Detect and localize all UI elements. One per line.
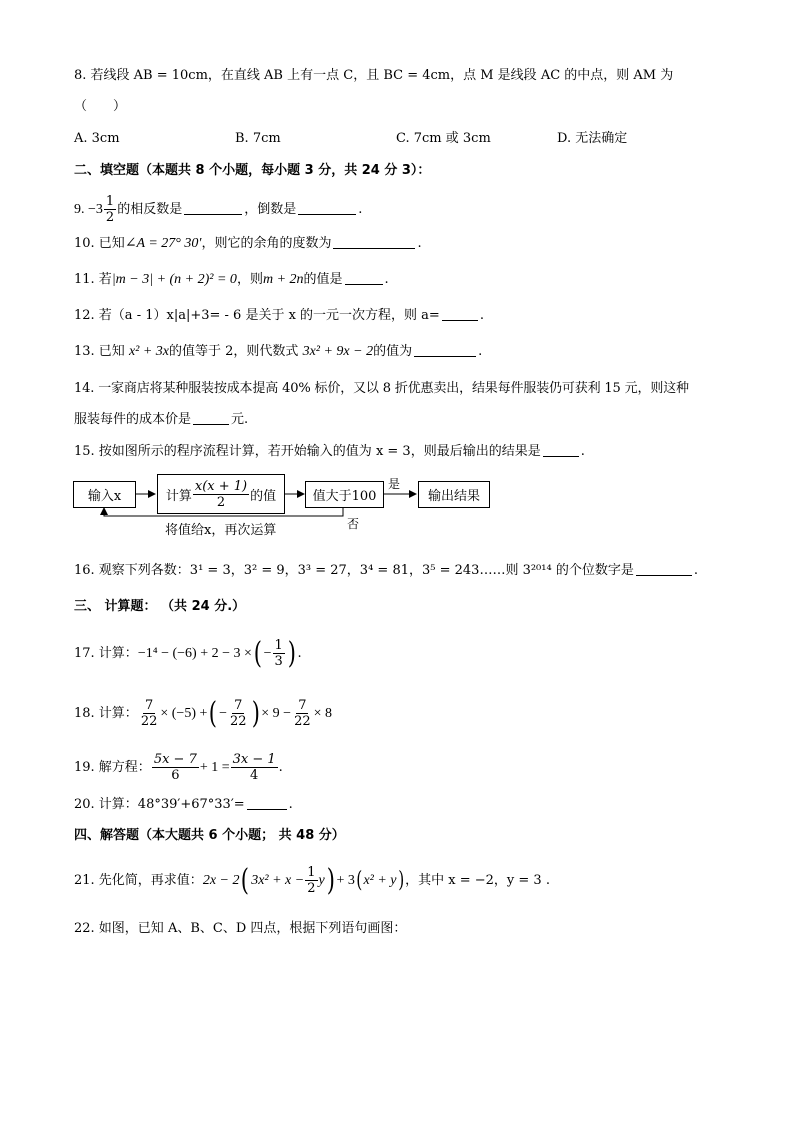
answer-blank[interactable] — [636, 563, 692, 576]
flow-output-box: 输出结果 — [418, 481, 490, 508]
q9-fraction: $\frac{1}{2}$ — [105, 194, 115, 225]
question-21: 21. 先化简，再求值：2x − 2( 3x² + x − $\frac{1}{2}$ y) + 3(x² + y)，其中 x = −2，y = 3 . — [74, 862, 550, 898]
flow-compare-box: 值大于100 — [305, 481, 384, 508]
flow-no-label: 否 — [347, 517, 360, 531]
question-12: 12. 若（a - 1）x|a|+3= - 6 是关于 x 的一元一次方程，则 a= . — [74, 308, 484, 323]
question-8-option-d: D. 无法确定 — [557, 131, 628, 146]
question-8-option-b: B. 7cm — [235, 131, 281, 146]
question-8-option-a: A. 3cm — [74, 131, 120, 146]
question-18: 18. 计算： $\frac{7}{22}$ × (−5) +( − $\frac{7}{22}$ ) × 9 − $\frac{7}{22}$ × 8 — [74, 695, 333, 731]
section-2-title: 二、填空题（本题共 8 个小题，每小题 3 分，共 24 分 3）： — [74, 163, 431, 178]
question-13: 13. 已知 x² + 3x的值等于 2，则代数式 3x² + 9x − 2的值为 . — [74, 344, 483, 359]
question-14-line-1: 14. 一家商店将某种服装按成本提高 40% 标价，又以 8 折优惠卖出，结果每件服装仍可获利 15 元，则这种 — [74, 381, 689, 396]
question-11: 11. 若|m − 3| + (n + 2)² = 0，则m + 2n的值是 . — [74, 272, 389, 287]
question-8-option-c: C. 7cm 或 3cm — [396, 131, 491, 146]
flow-input-box: 输入x — [73, 481, 136, 508]
flow-yes-label: 是 — [388, 477, 401, 491]
question-8-answer-paren: （ ） — [74, 99, 127, 114]
question-8-stem: 8. 若线段 AB = 10cm，在直线 AB 上有一点 C，且 BC = 4cm，点 M 是线段 AC 的中点，则 AM 为 — [74, 68, 674, 83]
question-19: 19. 解方程： $\frac{5x - 7}{6}$ + 1 = $\frac{3x - 1}{4}$ . — [74, 752, 283, 783]
answer-blank[interactable] — [247, 797, 287, 810]
question-14-line-2: 服装每件的成本价是 元. — [74, 412, 249, 427]
question-9: 9. −3 $\frac{1}{2}$ 的相反数是 ，倒数是 . — [74, 194, 363, 225]
question-17: 17. 计算：−1⁴ − (−6) + 2 − 3 ×( − $\frac{1}{3}$ ) . — [74, 635, 302, 671]
question-20: 20. 计算：48°39′+67°33′= . — [74, 797, 293, 812]
section-4-title: 四、解答题（本大题共 6 个小题； 共 48 分） — [74, 828, 345, 843]
section-3-title: 三、 计算题： （共 24 分.） — [74, 599, 246, 614]
question-10: 10. 已知∠A = 27° 30′，则它的余角的度数为 . — [74, 236, 422, 251]
flow-loop-label: 将值给x，再次运算 — [165, 523, 277, 538]
question-16: 16. 观察下列各数：3¹ = 3，3² = 9，3³ = 27，3⁴ = 81，3⁵ = 243……则 3²⁰¹⁴ 的个位数字是 . — [74, 563, 698, 578]
question-22: 22. 如图，已知 A、B、C、D 四点，根据下列语句画图： — [74, 921, 407, 936]
flow-compute-box: 计算 $\frac{x(x + 1)}{2}$ 的值 — [157, 474, 285, 514]
question-15: 15. 按如图所示的程序流程计算，若开始输入的值为 x = 3，则最后输出的结果是 . — [74, 444, 585, 459]
